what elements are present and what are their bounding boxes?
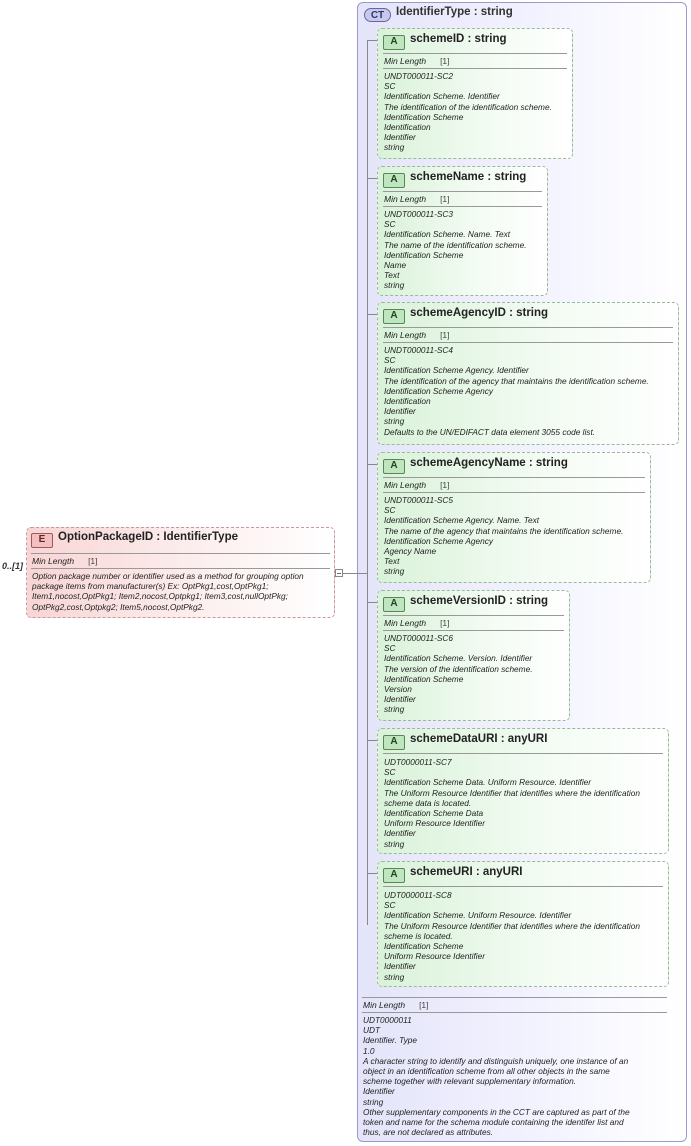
annotation-line: Identification Scheme. Identifier	[384, 91, 500, 102]
attribute-title: schemeID : string	[410, 33, 507, 45]
branch-line	[367, 873, 377, 874]
attribute-annotation	[384, 890, 640, 982]
min-length-value: [1]	[419, 1000, 429, 1010]
annotation-line: SC	[384, 219, 396, 230]
annotation-line: The Uniform Resource Identifier that identifies where the identification	[384, 787, 640, 798]
annotation-line: The identification of the identification scheme.	[384, 101, 552, 112]
attribute-annotation	[384, 71, 552, 153]
annotation-line: Identification Scheme Agency. Name. Text	[384, 515, 540, 526]
annotation-line: Uniform Resource Identifier	[384, 951, 485, 962]
attribute-box[interactable]	[377, 861, 669, 987]
attribute-badge: A	[383, 597, 405, 612]
complex-type-annotation	[363, 1015, 668, 1137]
attribute-badge: A	[383, 868, 405, 883]
divider	[383, 886, 663, 887]
annotation-line: Defaults to the UN/EDIFACT data element 3055 code list.	[384, 426, 596, 437]
annotation-line: object in an identification scheme from all other objects in the same	[363, 1066, 610, 1077]
annotation-line: SC	[384, 81, 396, 92]
annotation-line: Identification Scheme. Uniform Resource. Identifier	[384, 910, 572, 921]
annotation-line: thus, are not declared as attributes.	[363, 1127, 494, 1138]
annotation-line: Identification Scheme Agency	[384, 385, 493, 396]
annotation-line: Identification Scheme Agency. Identifier	[384, 365, 529, 376]
attribute-annotation	[384, 633, 533, 715]
annotation-line: Identifier	[384, 694, 416, 705]
annotation-line: string	[384, 704, 405, 715]
attribute-annotation	[384, 757, 640, 849]
annotation-line: Identifier	[384, 961, 416, 972]
annotation-line: Other supplementary components in the CCT are captured as part of the	[363, 1106, 630, 1117]
min-length-facet	[384, 56, 450, 66]
annotation-line: scheme together with relevant supplementary information.	[363, 1076, 577, 1087]
annotation-line: token and name for the schema module containing the identifer list and	[363, 1117, 624, 1128]
annotation-line: UNDT000011-SC6	[384, 633, 454, 643]
complex-type-title: IdentifierType : string	[396, 6, 513, 18]
element-badge: E	[31, 533, 53, 548]
annotation-line: The name of the identification scheme.	[384, 239, 527, 250]
connector-line	[343, 573, 367, 574]
annotation-line: string	[384, 280, 405, 291]
divider	[383, 191, 542, 192]
attribute-box[interactable]	[377, 166, 548, 296]
attribute-badge: A	[383, 735, 405, 750]
min-length-facet	[384, 194, 450, 204]
sequence-line	[367, 40, 368, 925]
attribute-annotation	[384, 495, 623, 577]
min-length-label: Min Length	[384, 480, 427, 490]
min-length-value: [1]	[440, 56, 450, 66]
min-length-value: [1]	[440, 618, 450, 628]
cardinality-label: 0..[1]	[2, 561, 24, 571]
annotation-line: Version	[384, 684, 412, 695]
annotation-line: UNDT000011-SC3	[384, 209, 454, 219]
annotation-line: UNDT000011-SC5	[384, 495, 454, 505]
annotation-line: Identification Scheme Agency	[384, 535, 493, 546]
divider	[31, 553, 330, 554]
divider	[383, 342, 673, 343]
annotation-line: SC	[384, 643, 396, 654]
annotation-line: string	[384, 416, 405, 427]
annotation-line: Identification Scheme	[384, 673, 464, 684]
annotation-line: 1.0	[363, 1045, 375, 1056]
min-length-value: [1]	[440, 480, 450, 490]
element-description: Option package number or identifier used as a method for grouping option package items from manufacturer(s) Ex: OptPkg1,cost,OptPkg1; Item1,nocost,OptPkg1; Item2,nocost,Optpkg1; Item3,cost,nullOptPkg; OptPkg2,cost,Optpkg2; Item5,nocost,OptPkg2.	[32, 571, 304, 612]
min-length-facet	[32, 556, 98, 566]
min-length-facet	[384, 480, 450, 490]
annotation-line: SC	[384, 767, 396, 778]
min-length-label: Min Length	[384, 56, 427, 66]
annotation-line: Identification Scheme	[384, 249, 464, 260]
min-length-label: Min Length	[384, 194, 427, 204]
annotation-line: Text	[384, 270, 400, 281]
annotation-line: Text	[384, 556, 400, 567]
attribute-title: schemeAgencyName : string	[410, 457, 568, 469]
annotation-line: The version of the identification scheme.	[384, 663, 533, 674]
min-length-label: Min Length	[363, 1000, 406, 1010]
branch-line	[367, 40, 377, 41]
annotation-line: Identification Scheme Data. Uniform Resource. Identifier	[384, 777, 592, 788]
attribute-title: schemeVersionID : string	[410, 595, 549, 607]
annotation-line: Identification Scheme Data	[384, 808, 484, 819]
annotation-line: string	[363, 1096, 384, 1107]
annotation-line: Agency Name	[384, 546, 437, 557]
annotation-line: SC	[384, 505, 396, 516]
branch-line	[367, 740, 377, 741]
annotation-line: Identification Scheme	[384, 111, 464, 122]
branch-line	[367, 602, 377, 603]
annotation-line: UDT0000011	[363, 1015, 412, 1025]
min-length-label: Min Length	[384, 330, 427, 340]
divider	[383, 477, 645, 478]
annotation-line: UNDT000011-SC2	[384, 71, 454, 81]
annotation-line: Name	[384, 260, 407, 271]
annotation-line: string	[384, 971, 405, 982]
annotation-line: Identification	[384, 122, 431, 133]
branch-line	[367, 464, 377, 465]
annotation-line: UDT0000011-SC7	[384, 757, 452, 767]
min-length-value: [1]	[88, 556, 98, 566]
annotation-line: Identifier. Type	[363, 1035, 417, 1046]
min-length-facet	[363, 1000, 429, 1010]
attribute-badge: A	[383, 459, 405, 474]
attribute-box[interactable]	[377, 452, 651, 583]
annotation-line: UNDT000011-SC4	[384, 345, 454, 355]
attribute-title: schemeURI : anyURI	[410, 866, 523, 878]
attribute-box[interactable]	[377, 302, 679, 445]
attribute-box[interactable]	[377, 728, 669, 854]
annotation-line: Uniform Resource Identifier	[384, 818, 485, 829]
divider	[383, 630, 564, 631]
annotation-line: Identification	[384, 396, 431, 407]
branch-line	[367, 314, 377, 315]
annotation-line: scheme is located.	[384, 930, 453, 941]
divider	[383, 753, 663, 754]
divider	[383, 492, 645, 493]
annotation-line: Identifier	[384, 828, 416, 839]
divider	[383, 68, 567, 69]
annotation-line: Identification Scheme. Version. Identifier	[384, 653, 533, 664]
annotation-line: A character string to identify and distinguish uniquely, one instance of an	[363, 1055, 629, 1066]
branch-line	[367, 178, 377, 179]
attribute-title: schemeDataURI : anyURI	[410, 733, 548, 745]
divider	[383, 53, 567, 54]
annotation-line: Identification Scheme	[384, 941, 464, 952]
annotation-line: string	[384, 838, 405, 849]
attribute-badge: A	[383, 309, 405, 324]
annotation-line: The name of the agency that maintains the identification scheme.	[384, 525, 624, 536]
min-length-value: [1]	[440, 194, 450, 204]
element-title: OptionPackageID : IdentifierType	[58, 531, 238, 543]
annotation-line: string	[384, 566, 405, 577]
divider	[362, 997, 667, 998]
min-length-label: Min Length	[384, 618, 427, 628]
annotation-line: SC	[384, 355, 396, 366]
min-length-facet	[384, 330, 450, 340]
annotation-line: UDT0000011-SC8	[384, 890, 452, 900]
divider	[383, 206, 542, 207]
attribute-annotation	[384, 345, 649, 437]
divider	[383, 327, 673, 328]
annotation-line: SC	[384, 900, 396, 911]
attribute-title: schemeAgencyID : string	[410, 307, 549, 319]
annotation-line: Identifier	[384, 406, 416, 417]
divider	[31, 568, 330, 569]
min-length-label: Min Length	[32, 556, 75, 566]
expand-collapse-toggle[interactable]	[335, 569, 343, 577]
annotation-line: The identification of the agency that maintains the identification scheme.	[384, 375, 649, 386]
annotation-line: UDT	[363, 1025, 381, 1036]
attribute-badge: A	[383, 173, 405, 188]
annotation-line: string	[384, 142, 405, 153]
annotation-line: Identifier	[384, 132, 416, 143]
annotation-line: The Uniform Resource Identifier that identifies where the identification	[384, 920, 640, 931]
annotation-line: Identifier	[363, 1086, 395, 1097]
attribute-badge: A	[383, 35, 405, 50]
attribute-title: schemeName : string	[410, 171, 527, 183]
min-length-value: [1]	[440, 330, 450, 340]
divider	[362, 1012, 667, 1013]
divider	[383, 615, 564, 616]
annotation-line: Identification Scheme. Name. Text	[384, 229, 511, 240]
attribute-box[interactable]	[377, 590, 570, 721]
annotation-line: scheme data is located.	[384, 797, 472, 808]
attribute-box[interactable]	[377, 28, 573, 159]
min-length-facet	[384, 618, 450, 628]
attribute-annotation	[384, 209, 527, 291]
complex-type-badge: CT	[364, 8, 391, 22]
